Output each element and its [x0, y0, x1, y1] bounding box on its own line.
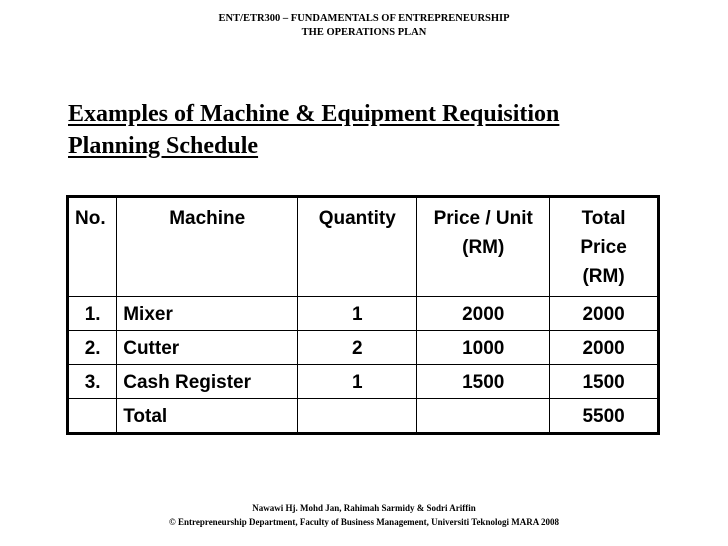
total-blank-cell: [68, 399, 117, 434]
row-machine: Cash Register: [117, 365, 298, 399]
header-price-unit: [417, 197, 550, 297]
row-no: 3.: [68, 365, 117, 399]
total-blank-cell: [417, 399, 550, 434]
page-title: [68, 98, 688, 162]
total-blank-cell: [298, 399, 417, 434]
row-no: 2.: [68, 331, 117, 365]
total-value: 5500: [550, 399, 659, 434]
row-quantity: 1: [298, 297, 417, 331]
row-price: 2000: [417, 297, 550, 331]
header-machine: Machine: [117, 197, 298, 297]
header-total-price: [550, 197, 659, 297]
title-line-1: Examples of Machine & Equipment Requisition: [68, 101, 560, 127]
header-no: No.: [68, 197, 117, 297]
requisition-table: [66, 195, 660, 435]
row-machine: Cutter: [117, 331, 298, 365]
course-title: ENT/ETR300 – FUNDAMENTALS OF ENTREPRENEURSHIP: [218, 13, 510, 24]
header-total-line3: (RM): [582, 266, 625, 287]
header-total-line1: Total: [581, 208, 626, 229]
row-quantity: 2: [298, 331, 417, 365]
header-total-line2: Price: [580, 237, 627, 258]
table-header-row: [68, 197, 659, 297]
row-price: 1500: [417, 365, 550, 399]
total-label: Total: [117, 399, 298, 434]
table-row: [68, 365, 659, 399]
table-total-row: [68, 399, 659, 434]
row-price: 1000: [417, 331, 550, 365]
row-total: 2000: [550, 331, 659, 365]
title-line-2: Planning Schedule: [68, 133, 259, 159]
footer-copyright: © Entrepreneurship Department, Faculty of Business Management, Universiti Teknologi MARA 2008: [169, 517, 559, 527]
row-machine: Mixer: [117, 297, 298, 331]
footer-authors: Nawawi Hj. Mohd Jan, Rahimah Sarmidy & Sodri Ariffin: [252, 503, 476, 513]
header-quantity: Quantity: [298, 197, 417, 297]
slide-header: [0, 12, 728, 40]
row-quantity: 1: [298, 365, 417, 399]
header-price-unit-line1: Price / Unit: [433, 208, 533, 229]
row-no: 1.: [68, 297, 117, 331]
header-price-unit-line2: (RM): [462, 237, 505, 258]
row-total: 2000: [550, 297, 659, 331]
section-title: THE OPERATIONS PLAN: [301, 27, 427, 38]
table-row: [68, 297, 659, 331]
row-total: 1500: [550, 365, 659, 399]
table-row: [68, 331, 659, 365]
